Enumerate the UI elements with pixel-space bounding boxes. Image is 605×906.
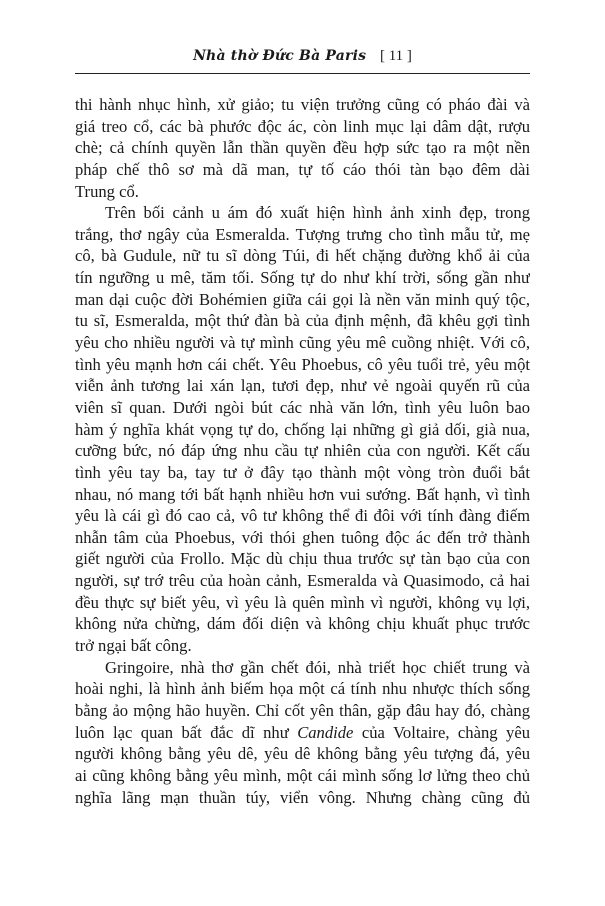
page-body xyxy=(75,94,530,808)
paragraph xyxy=(75,94,530,202)
paragraph xyxy=(75,657,530,808)
text-line: hàm ý nghĩa khát vọng tự do, chống lại những gì giả dối, già nua, xyxy=(75,419,530,439)
text-line: tình yêu mạnh hơn cái chết. Yêu Phoebus, cô yêu tuổi trẻ, yêu một xyxy=(75,354,530,374)
text-line: yêu là cái gì đó cao cả, vô tư không thể đi đôi với tính đàng điếm xyxy=(75,506,530,526)
text-line: tình yêu tay ba, tay tư ở đây tạo thành một vòng tròn đuổi bắt xyxy=(75,462,530,482)
text-line: Gringoire, nhà thơ gần chết đói, nhà triết học chiết trung và xyxy=(105,657,530,677)
page-number: [ 11 ] xyxy=(379,48,412,64)
book-title: Nhà thờ Đức Bà Paris xyxy=(193,48,367,64)
text-line: chè; cả chính quyền lẫn thần quyền đều hợp sức tạo ra một nền xyxy=(75,138,530,158)
text-line: yêu cho nhiều người và tự mình cũng yêu mê cuồng nhiệt. Với cô, xyxy=(75,333,530,353)
text-segment: của Voltaire, chàng yêu xyxy=(353,722,530,742)
running-header xyxy=(75,48,530,65)
text-line: nhẫn tâm của Phoebus, với thói ghen tuông độc ác đến trở thành xyxy=(75,527,530,547)
paragraph xyxy=(75,202,530,656)
text-line: pháp chế thô sơ mà dã man, tự tố cáo thói tàn bạo đêm dài xyxy=(75,159,530,179)
text-line: hoài nghi, là hình ảnh biếm họa một cá tính nhu nhược thích sống xyxy=(75,679,530,699)
text-line: man dại cuộc đời Bohémien giữa cái gọi là nền văn minh quý tộc, xyxy=(75,289,530,309)
text-line: viễn ảnh tương lai xán lạn, tươi đẹp, như vẻ ngoài quyến rũ của xyxy=(75,376,530,396)
header-rule xyxy=(75,73,530,74)
text-segment: luôn lạc quan bất đắc dĩ như xyxy=(75,722,298,742)
text-line: cô, bà Gudule, nữ tu sĩ dòng Túi, đi hết chặng đường khổ ải của xyxy=(75,246,530,266)
text-line: cưỡng bức, nó đáp ứng nhu cầu tự nhiên của con người. Kết cấu xyxy=(75,441,530,461)
text-line: người không bằng yêu dê, yêu dê không bằng yêu tượng đá, yêu xyxy=(75,744,530,764)
text-line: ai cũng không bằng yêu mình, một cái mình sống lơ lửng theo chủ xyxy=(75,765,530,785)
text-line: trở ngại bất công. xyxy=(75,636,192,656)
text-line: thi hành nhục hình, xử giảo; tu viện trưởng cũng có pháo đài và xyxy=(75,95,530,114)
text-line: nghĩa lãng mạn thuần túy, viển vông. Nhưng chàng cũng đủ xyxy=(75,787,530,807)
text-line: Trung cổ. xyxy=(75,181,139,201)
text-line: tu sĩ, Esmeralda, một thứ đàn bà của định mệnh, đã khêu gợi tình xyxy=(75,311,530,331)
text-line: giá treo cổ, các bà phước độc ác, còn linh mục lại dâm dật, rượu xyxy=(75,116,530,136)
text-line: nhau, nó mang tới bất hạnh nhiều hơn vui sướng. Bất hạnh, vì tình xyxy=(75,484,530,504)
text-line: đều thực sự biết yêu, vì yêu là quên mình vì người, không vụ lợi, xyxy=(75,592,530,612)
text-line: người, sự trớ trêu của hoàn cảnh, Esmeralda và Quasimodo, cả hai xyxy=(75,571,530,591)
text-line: tín ngưỡng u mê, tăm tối. Sống tự do như khí trời, sống gần như xyxy=(75,268,530,288)
text-line: trắng, thơ ngây của Esmeralda. Tượng trưng cho tình mẫu tử, mẹ xyxy=(75,224,530,244)
text-line: giết người của Frollo. Mặc dù chịu thua trước sự tàn bạo của con xyxy=(75,549,530,569)
text-line: viên sĩ quan. Dưới ngòi bút các nhà văn lớn, tình yêu luôn bao xyxy=(75,397,530,417)
text-line xyxy=(75,722,530,744)
italic-title: Candide xyxy=(297,722,354,742)
text-line: Trên bối cảnh u ám đó xuất hiện hình ảnh xinh đẹp, trong xyxy=(105,203,530,223)
text-line: bằng ảo mộng hão huyền. Chỉ cốt yên thân, gặp đâu hay đó, chàng xyxy=(75,700,530,720)
text-line: không nửa chừng, dám đối diện và không chịu khuất phục trước xyxy=(75,614,530,634)
